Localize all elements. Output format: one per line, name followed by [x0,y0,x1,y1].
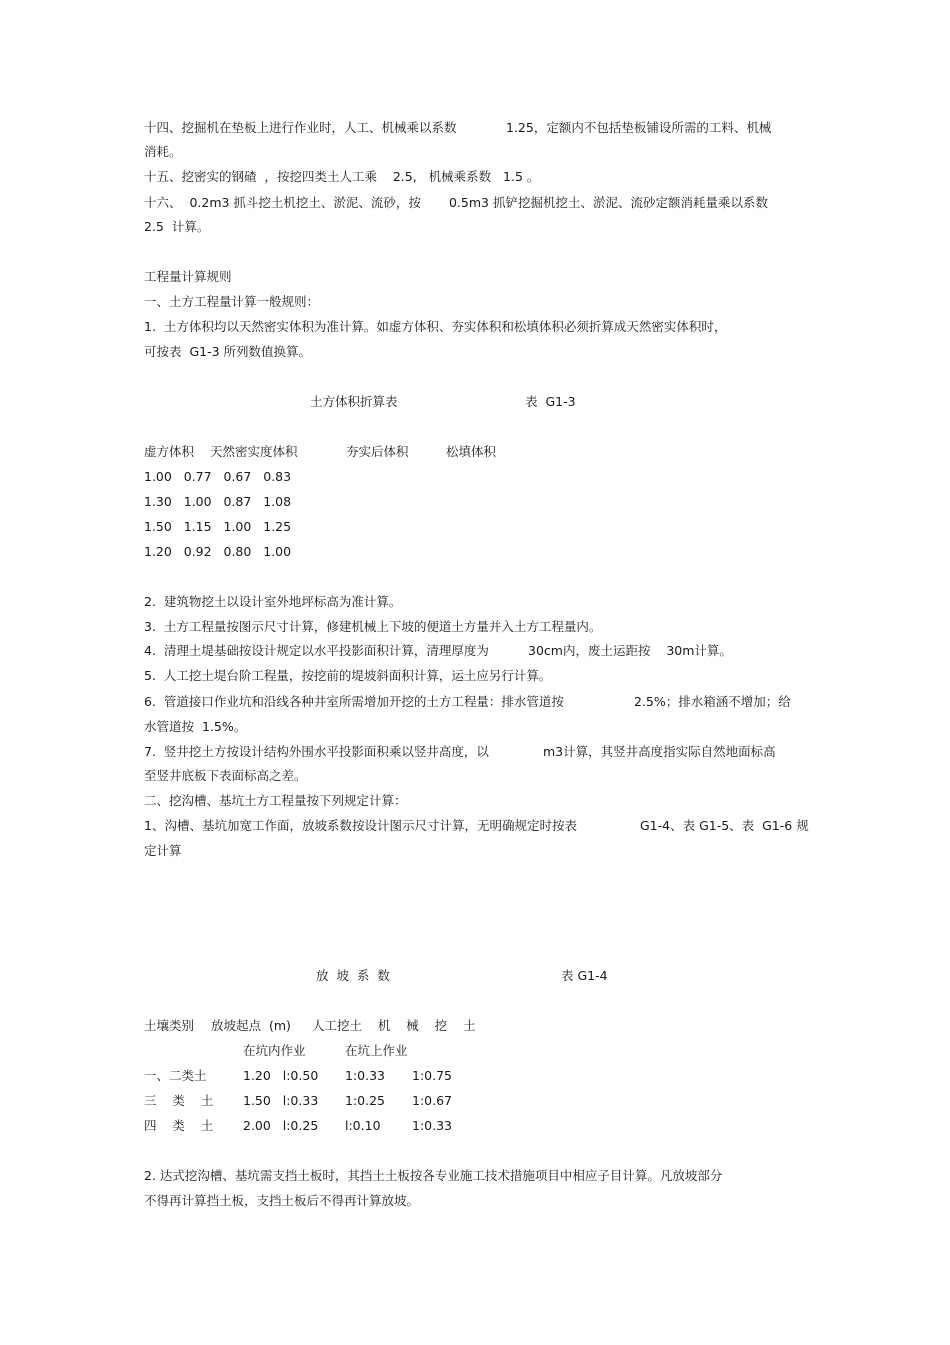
text-line: 4. 清理土堤基础按设计规定以水平投影面积计算，清理厚度为 [144,643,489,658]
text-line: 消耗。 [144,144,182,159]
text-line: 7. 竖井挖土方按设计结构外围水平投影面积乘以竖井高度，以 [144,744,489,759]
text-line: 5. 人工挖土堤台阶工程量，按挖前的堤坡斜面积计算，运土应另行计算。 [144,668,552,683]
text-line: 2.5%；排水箱涵不增加；给 [634,694,791,709]
text-line: 十六、 0.2m3 抓斗挖土机挖土、淤泥、流砂，按 [144,195,421,210]
table-cell: 1:0.25 [345,1093,385,1108]
text-line: 1.25，定额内不包括垫板铺设所需的工料、机械 [506,120,772,135]
table-cell: 1:0.33 [345,1068,385,1083]
table-header-cell: 松填体积 [446,444,497,459]
table-header-cell: 虚方体积 [144,444,195,459]
table-cell: 1.50 l:0.33 [243,1093,319,1108]
table-title: 土方体积折算表 [310,394,398,409]
text-line: G1-4、表 G1-5、表 G1-6 规 [640,818,809,833]
table-cell: 2.00 l:0.25 [243,1118,319,1133]
text-line: 十五、挖密实的钢碴 ，按挖四类土人工乘 2.5, 机械乘系数 1.5 。 [144,169,540,184]
table-title: 放 坡 系 数 [316,968,390,983]
text-line: 6. 管道接口作业坑和沿线各种井室所需增加开挖的土方工程量：排水管道按 [144,694,564,709]
table-row: 1.50 1.15 1.00 1.25 [144,519,292,534]
text-line: 水管道按 1.5%。 [144,719,247,734]
text-line: 二、挖沟槽、基坑土方工程量按下列规定计算： [144,793,407,808]
text-line: 一、土方工程量计算一般规则： [144,294,320,309]
table-cell: 1:0.33 [412,1118,452,1133]
text-line: 可按表 G1-3 所列数值换算。 [144,344,312,359]
table-cell: 1:0.67 [412,1093,452,1108]
table-number: 表 G1-4 [561,968,608,983]
table-cell: l:0.10 [345,1118,381,1133]
table-cell: 四 类 土 [144,1118,214,1133]
text-line: 30cm内，废土运距按 30m计算。 [528,643,732,658]
table-cell: 1:0.75 [412,1068,452,1083]
text-line: 定计算 [144,843,182,858]
table-row: 1.20 0.92 0.80 1.00 [144,544,292,559]
table-header-cell: 夯实后体积 [346,444,409,459]
table-cell: 一、二类土 [144,1068,207,1083]
table-header-cell: 土壤类别 [144,1018,195,1033]
table-number: 表 G1-3 [525,394,576,409]
text-line: 2. 建筑物挖土以设计室外地坪标高为准计算。 [144,594,402,609]
text-line: 不得再计算挡土板，支挡土板后不得再计算放坡。 [144,1193,420,1208]
table-cell: 1.20 l:0.50 [243,1068,319,1083]
text-line: m3计算，其竖井高度指实际自然地面标高 [543,744,776,759]
text-line: 2. 达式挖沟槽、基坑需支挡土板时，其挡土土板按各专业施工技术措施项目中相应子目计算。凡放坡部分 [144,1168,723,1183]
table-header-cell: 在坑上作业 [345,1043,408,1058]
section-heading: 工程量计算规则 [144,269,232,284]
text-line: 1. 土方体积均以天然密实体积为准计算。如虚方体积、夯实体积和松填体积必须折算成天然密实体积时， [144,319,727,334]
table-header-cell: 人工挖土 机 械 挖 土 [312,1018,476,1033]
text-line: 1、沟槽、基坑加宽工作面，放坡系数按设计图示尺寸计算，无明确规定时按表 [144,818,577,833]
text-line: 2.5 计算。 [144,219,210,234]
table-cell: 三 类 土 [144,1093,214,1108]
text-line: 3. 土方工程量按图示尺寸计算，修建机械上下坡的便道土方量并入土方工程量内。 [144,619,602,634]
text-line: 至竖井底板下表面标高之差。 [144,768,307,783]
text-line: 十四、挖掘机在垫板上进行作业时，人工、机械乘以系数 [144,120,457,135]
text-line: 0.5m3 抓铲挖掘机挖土、淤泥、流砂定额消耗量乘以系数 [449,195,768,210]
table-row: 1.00 0.77 0.67 0.83 [144,469,292,484]
table-header-cell: 放坡起点 (m) [211,1018,291,1033]
table-header-cell: 天然密实度体积 [210,444,298,459]
table-row: 1.30 1.00 0.87 1.08 [144,494,292,509]
table-header-cell: 在坑内作业 [243,1043,306,1058]
